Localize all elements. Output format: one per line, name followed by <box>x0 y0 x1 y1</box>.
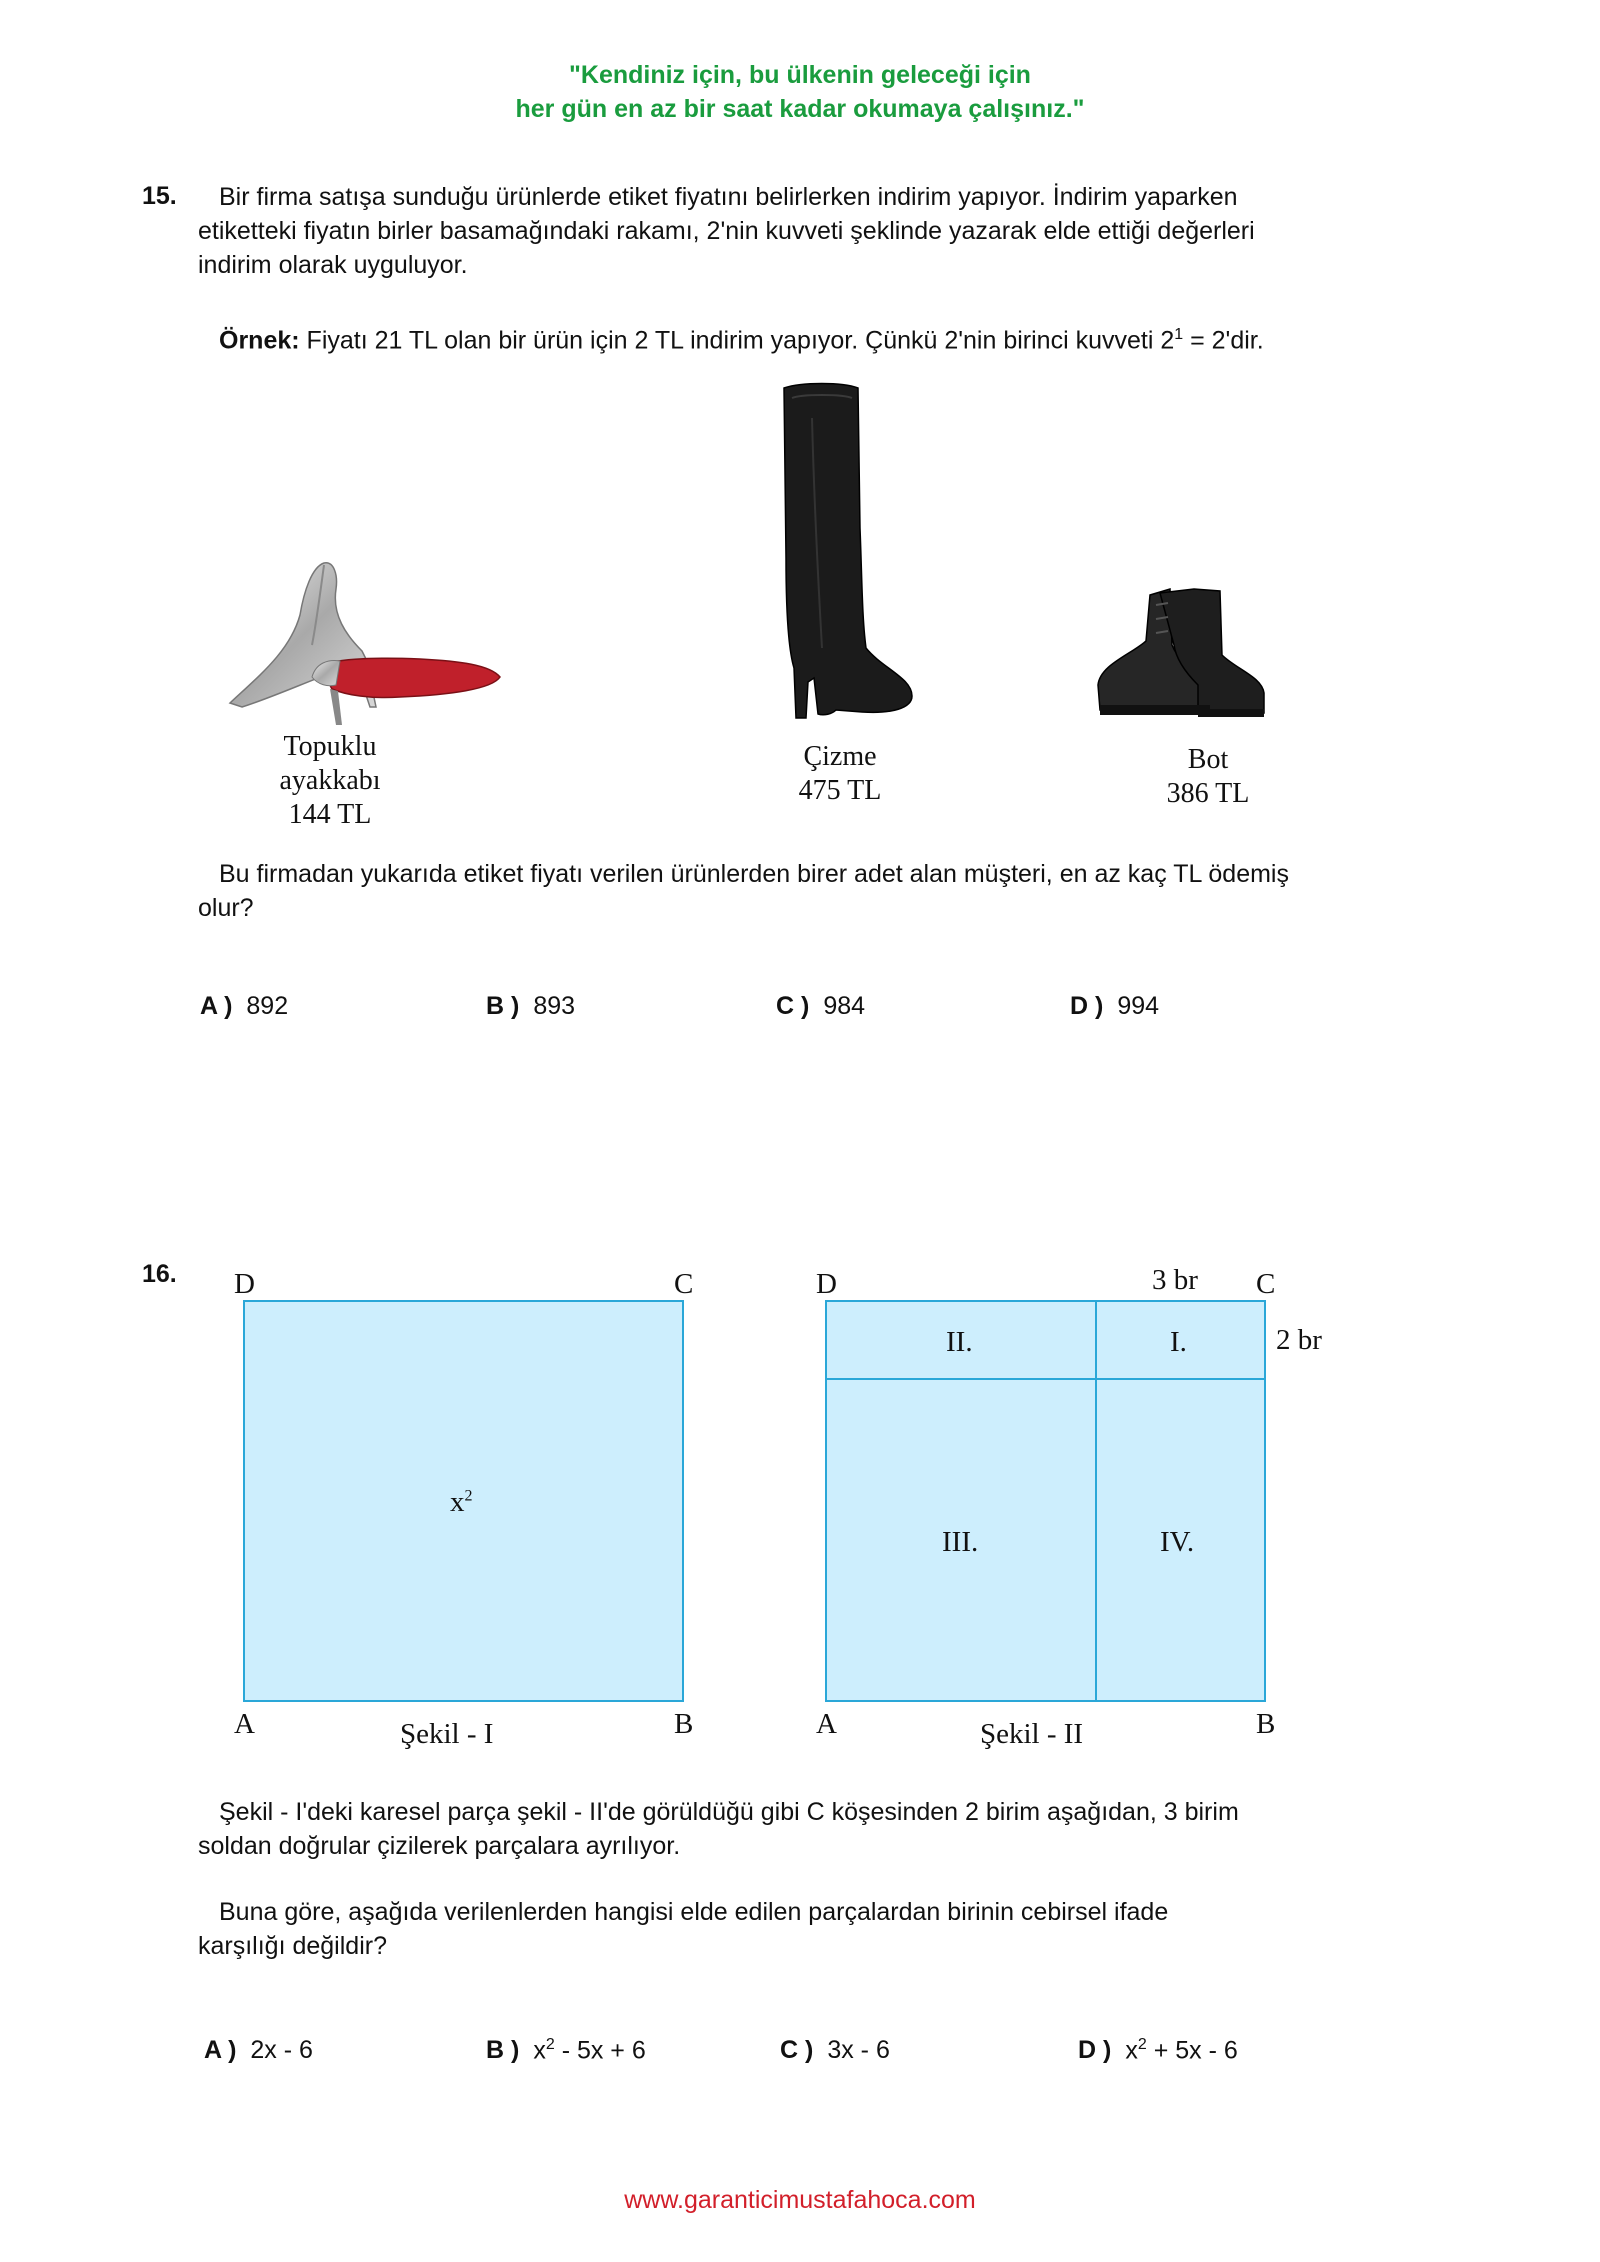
fig2-label-II: II. <box>946 1326 973 1358</box>
example-text: Fiyatı 21 TL olan bir ürün için 2 TL indirim yapıyor. Çünkü 2'nin birinci kuvveti 2 <box>306 326 1175 355</box>
q15-intro-line-2: etiketteki fiyatın birler basamağındaki rakamı, 2'nin kuvveti şeklinde yazarak elde ettiği değerleri <box>198 217 1255 245</box>
product-price: 144 TL <box>288 799 372 830</box>
motto-line-1: "Kendiniz için, bu ülkenin geleceği için <box>569 61 1031 89</box>
tall-boot-icon <box>762 378 922 723</box>
product-label-heels <box>250 730 410 832</box>
fig1-vertex-d: D <box>234 1268 255 1300</box>
product-name-2: ayakkabı <box>279 765 381 796</box>
product-label-bot <box>1128 743 1288 811</box>
q16-text-2-line-2: karşılığı değildir? <box>198 1932 387 1960</box>
fig1-vertex-b: B <box>674 1708 694 1740</box>
high-heel-shoes-icon <box>220 555 510 725</box>
product-price: 475 TL <box>798 775 882 806</box>
q16-text-2-line-1: Buna göre, aşağıda verilenlerden hangisi elde edilen parçalardan birinin cebirsel ifade <box>219 1898 1169 1926</box>
fig2-label-IV: IV. <box>1160 1526 1195 1558</box>
example-tail: = 2'dir. <box>1190 326 1264 355</box>
example-label: Örnek: <box>219 326 300 355</box>
product-name: Çizme <box>803 741 877 772</box>
fig2-vertex-a: A <box>816 1708 837 1740</box>
product-name: Bot <box>1187 744 1229 775</box>
fig2-vertex-d: D <box>816 1268 837 1300</box>
q15-example <box>219 318 1264 357</box>
question-15-number: 15. <box>142 182 177 210</box>
footer-website-link[interactable]: www.garanticimustafahoca.com <box>624 2186 976 2214</box>
q15-option-b[interactable]: B ) 893 <box>486 992 576 1020</box>
q15-option-c[interactable]: C ) 984 <box>776 992 866 1020</box>
q16-option-d[interactable]: D ) $x^2 + 5x - 6$ <box>1078 2036 1238 2065</box>
q15-intro-line-3: indirim olarak uyguluyor. <box>198 251 468 279</box>
fig2-vertex-c: C <box>1256 1268 1276 1300</box>
ankle-boot-icon <box>1090 585 1270 720</box>
fig2-label-III: III. <box>942 1526 979 1558</box>
q15-intro-line-1: Bir firma satışa sunduğu ürünlerde etiket fiyatını belirlerken indirim yapıyor. İndirim yaparken <box>219 183 1238 211</box>
product-price: 386 TL <box>1166 778 1250 809</box>
fig2-caption: Şekil - II <box>980 1718 1084 1750</box>
q16-option-b[interactable]: B ) $x^2 - 5x + 6$ <box>486 2036 646 2065</box>
motto-line-2: her gün en az bir saat kadar okumaya çalışınız." <box>515 95 1085 123</box>
example-exponent: 1 <box>1174 326 1184 343</box>
q16-text-1-line-2: soldan doğrular çizilerek parçalara ayrılıyor. <box>198 1832 681 1860</box>
q16-option-a[interactable]: A ) 2x - 6 <box>204 2036 313 2064</box>
fig1-vertex-c: C <box>674 1268 694 1300</box>
fig2-label-I: I. <box>1170 1326 1187 1358</box>
product-label-cizme <box>760 740 920 808</box>
fig2-vertex-b: B <box>1256 1708 1276 1740</box>
q16-option-c[interactable]: C ) 3x - 6 <box>780 2036 890 2064</box>
fig1-vertex-a: A <box>234 1708 255 1740</box>
product-name: Topuklu <box>283 731 377 762</box>
q15-option-d[interactable]: D ) 994 <box>1070 992 1160 1020</box>
fig2-top-dimension: 3 br <box>1152 1264 1198 1296</box>
fig1-area-label: $x^2$ <box>450 1486 473 1518</box>
q15-question-line-2: olur? <box>198 894 254 922</box>
q15-question-line-1: Bu firmadan yukarıda etiket fiyatı verilen ürünlerden birer adet alan müşteri, en az kaç TL ödemiş <box>219 860 1289 888</box>
q16-text-1-line-1: Şekil - I'deki karesel parça şekil - II'de görüldüğü gibi C köşesinden 2 birim aşağıdan, 3 birim <box>219 1798 1239 1826</box>
fig2-side-dimension: 2 br <box>1276 1324 1322 1356</box>
q15-option-a[interactable]: A ) 892 <box>200 992 289 1020</box>
question-16-number: 16. <box>142 1260 177 1288</box>
fig1-caption: Şekil - I <box>400 1718 494 1750</box>
